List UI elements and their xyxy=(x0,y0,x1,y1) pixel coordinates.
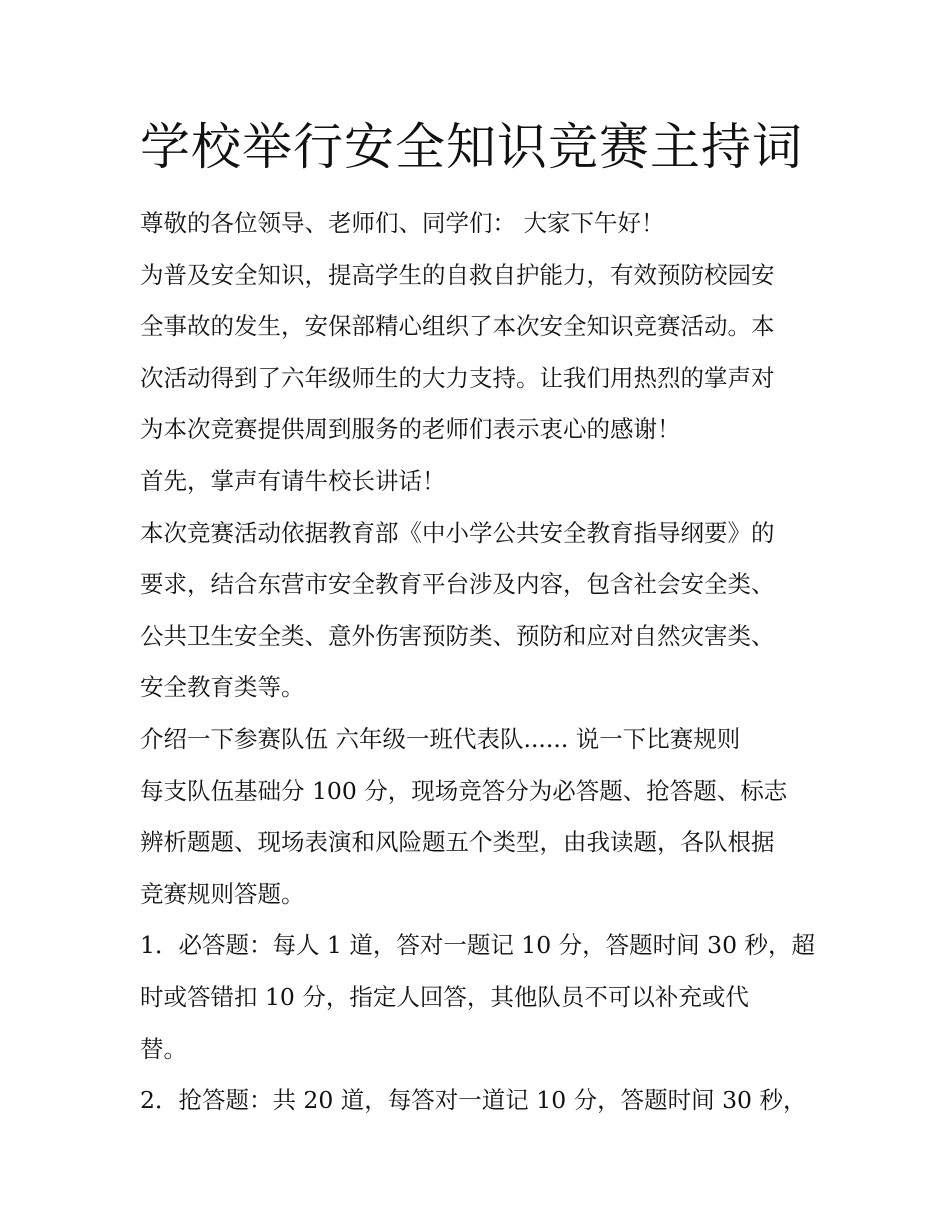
body-line: 尊敬的各位领导、老师们、同学们： 大家下午好！ xyxy=(140,209,665,237)
body-line: 要求，结合东营市安全教育平台涉及内容，包含社会安全类、 xyxy=(140,570,775,599)
body-line: 公共卫生安全类、意外伤害预防类、预防和应对自然灾害类、 xyxy=(140,621,775,650)
body-line: 为普及安全知识，提高学生的自救自护能力，有效预防校园安 xyxy=(140,260,775,289)
body-line: 安全教育类等。 xyxy=(140,673,305,702)
body-line: 为本次竞赛提供周到服务的老师们表示衷心的感谢！ xyxy=(140,415,681,444)
body-line: 每支队伍基础分 100 分，现场竞答分为必答题、抢答题、标志 xyxy=(140,776,788,805)
body-line: 次活动得到了六年级师生的大力支持。让我们用热烈的掌声对 xyxy=(140,363,775,392)
body-line: 1．必答题：每人 1 道，答对一题记 10 分，答题时间 30 秒，超 xyxy=(140,931,816,960)
body-line: 辨析题题、现场表演和风险题五个类型，由我读题，各队根据 xyxy=(140,828,775,857)
body-line: 首先，掌声有请牛校长讲话！ xyxy=(140,466,446,495)
body-line: 全事故的发生，安保部精心组织了本次安全知识竞赛活动。本 xyxy=(140,312,775,341)
body-line: 时或答错扣 10 分，指定人回答，其他队员不可以补充或代 xyxy=(140,982,749,1011)
body-line: 2．抢答题：共 20 道，每答对一道记 10 分，答题时间 30 秒， xyxy=(140,1086,807,1115)
document-title: 学校举行安全知识竞赛主持词 xyxy=(140,118,803,176)
body-line: 介绍一下参赛队伍 六年级一班代表队...... 说一下比赛规则 xyxy=(140,724,741,753)
body-line: 替。 xyxy=(140,1034,187,1063)
body-line: 竞赛规则答题。 xyxy=(140,879,305,908)
document-body xyxy=(140,202,830,1131)
body-line: 本次竞赛活动依据教育部《中小学公共安全教育指导纲要》的 xyxy=(140,518,775,547)
